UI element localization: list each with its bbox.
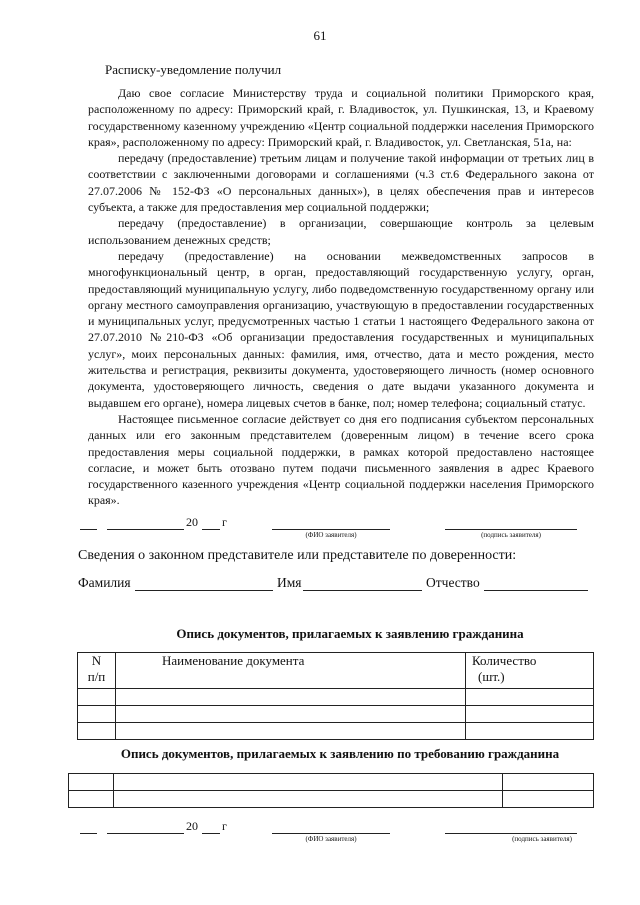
- month-field[interactable]: [107, 529, 184, 530]
- signature-field[interactable]: [445, 833, 577, 834]
- month-field[interactable]: [107, 833, 184, 834]
- table-cell[interactable]: [78, 689, 116, 706]
- consent-text: [88, 85, 594, 509]
- year-field[interactable]: [202, 529, 220, 530]
- inventory-1-heading: Опись документов, прилагаемых к заявлению гражданина: [176, 626, 524, 641]
- col-name-header: Наименование документа: [116, 653, 466, 689]
- signature-caption: (подпись заявителя): [512, 835, 572, 843]
- fio-field[interactable]: [272, 833, 390, 834]
- table-header-row: [78, 653, 594, 689]
- page-number: 61: [313, 28, 327, 43]
- signature-field[interactable]: [445, 529, 577, 530]
- table-cell[interactable]: [466, 723, 594, 740]
- inventory-1-table: [77, 652, 594, 740]
- consent-paragraph-4: передачу (предоставление) на основании межведомственных запросов в многофункциональный центр, в орган, предоставляющий государственную услугу, орган, предоставляющий муниципальную услугу, либо подведомственную государственному органу или органу местного самоуправления организацию, участвующую в предоставлении государственных и муниципальных услуг, предусмотренных частью 1 статьи 1 настоящего Федерального закона от 27.07.2010 №210-ФЗ «Об организации предоставления государственных и муниципальных услуг», моих персональных данных: фамилия, имя, отчество, дата и место рождения, место жительства и регистрация, реквизиты документа, удостоверяющего личность (номер основного документа, удостоверяющего личность, сведения о дате выдачи указанного документа и выдавшем его органе), номера лицевых счетов в банке, пол; номер телефона; социальный статус.: [88, 248, 594, 410]
- col-number-header: [78, 653, 116, 689]
- inventory-2-heading: Опись документов, прилагаемых к заявлению по требованию гражданина: [120, 746, 560, 761]
- table-cell[interactable]: [466, 706, 594, 723]
- representative-title: Сведения о законном представителе или представителе по доверенности:: [78, 548, 517, 563]
- patronymic-field[interactable]: [484, 590, 588, 591]
- table-cell[interactable]: [78, 706, 116, 723]
- fio-caption: (ФИО заявителя): [305, 531, 357, 539]
- year-suffix: г: [222, 515, 227, 529]
- surname-field[interactable]: [135, 590, 273, 591]
- inventory-2-table: [68, 773, 594, 808]
- col-number-line1: N: [91, 653, 102, 668]
- day-field[interactable]: [80, 833, 97, 834]
- table-cell[interactable]: [114, 774, 503, 791]
- col-number-line2: п/п: [87, 669, 106, 684]
- col-qty-line2: (шт.): [478, 669, 505, 684]
- table-cell[interactable]: [116, 689, 466, 706]
- table-cell[interactable]: [78, 723, 116, 740]
- signature-caption: (подпись заявителя): [481, 531, 541, 539]
- table-cell[interactable]: [114, 791, 503, 808]
- year-suffix: г: [222, 819, 227, 833]
- table-cell[interactable]: [116, 706, 466, 723]
- consent-paragraph-2: передачу (предоставление) третьим лицам и получение такой информации от третьих лиц в соответствии с заключенными договорами и соглашениями (ч.3 ст.6 Федерального закона от 27.07.2006 № 152-ФЗ «О персональных данных»), в целях обеспечения прав и интересов субъекта, а также для предоставления мер социальной поддержки;: [88, 151, 594, 215]
- receipt-label: Расписку-уведомление получил: [105, 62, 282, 77]
- fio-field[interactable]: [272, 529, 390, 530]
- patronymic-label: Отчество: [426, 575, 480, 590]
- table-cell[interactable]: [503, 774, 594, 791]
- table-row: [78, 706, 594, 723]
- col-qty-line1: Количество: [472, 653, 537, 668]
- table-row: [78, 689, 594, 706]
- table-cell[interactable]: [116, 723, 466, 740]
- table-cell[interactable]: [503, 791, 594, 808]
- consent-paragraph-3: передачу (предоставление) в организации, совершающие контроль за целевым использованием денежных средств;: [88, 216, 594, 247]
- fio-caption: (ФИО заявителя): [305, 835, 357, 843]
- surname-label: Фамилия: [78, 575, 131, 590]
- table-cell[interactable]: [69, 774, 114, 791]
- year-field[interactable]: [202, 833, 220, 834]
- year-prefix: 20: [186, 515, 198, 529]
- col-qty-header: [466, 653, 594, 689]
- day-field[interactable]: [80, 529, 97, 530]
- consent-paragraph-1: Даю свое согласие Министерству труда и социальной политики Приморского края, расположенному по адресу: Приморский край, г. Владивосток, ул. Пушкинская, 13, и Краевому государственному казенному учреждению «Центр социальной поддержки населения Приморского края», расположенному по адресу: Приморский край, г. Владивосток, ул. Светланская, 51а, на:: [88, 86, 594, 149]
- table-row: [69, 791, 594, 808]
- name-field[interactable]: [303, 590, 422, 591]
- table-row: [69, 774, 594, 791]
- table-cell[interactable]: [69, 791, 114, 808]
- table-row: [78, 723, 594, 740]
- consent-paragraph-5: Настоящее письменное согласие действует со дня его подписания субъектом персональных данных или его законным представителем (доверенным лицом) в течение всего срока предоставления меры социальной поддержки, в рамках которой предоставлено настоящее согласие, и может быть отозвано путем подачи письменного заявления в адрес Краевого государственного казенного учреждения «Центр социальной поддержки населения Приморского края».: [88, 411, 594, 508]
- year-prefix: 20: [186, 819, 198, 833]
- table-cell[interactable]: [466, 689, 594, 706]
- name-label: Имя: [277, 575, 302, 590]
